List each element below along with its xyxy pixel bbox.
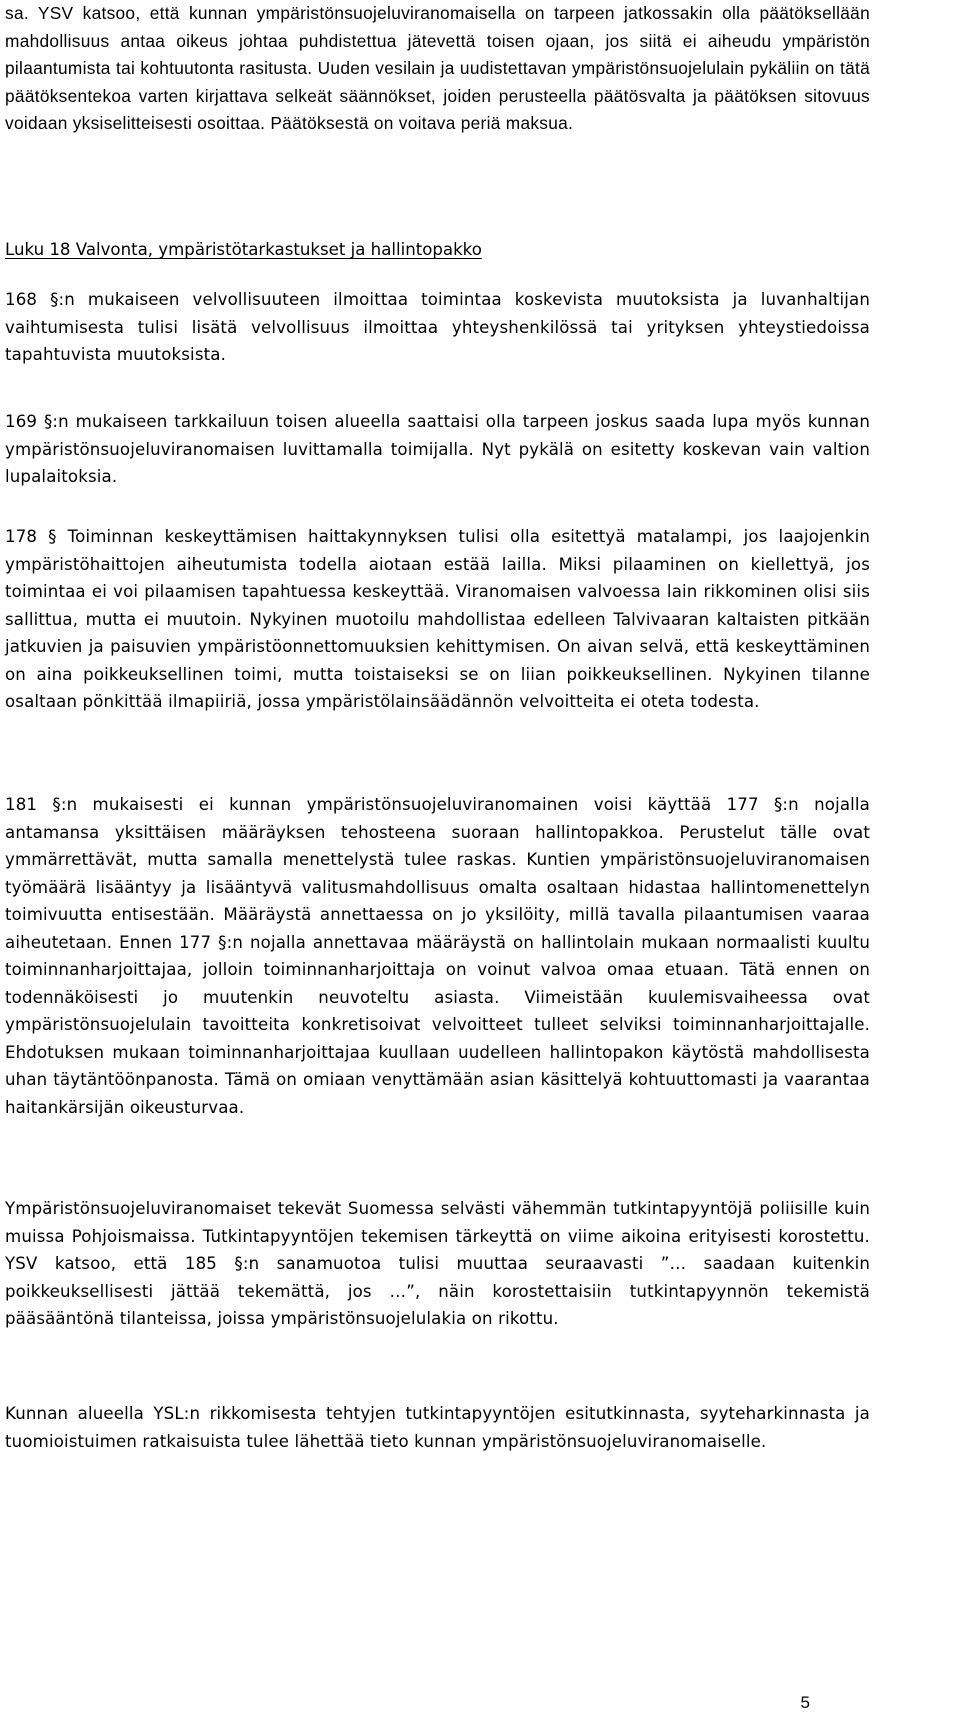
intro-paragraph: sa. YSV katsoo, että kunnan ympäristönsuojeluviranomaisella on tarpeen jatkossakin olla päätöksellään mahdollisuus antaa oikeus johtaa puhdistettua jätevettä toisen ojaan, jos siitä ei aiheudu ympäristön pilaantumista tai kohtuutonta rasitusta. Uuden vesilain ja uudistettavan ympäristönsuojelulain pykäliin on tätä päätöksentekoa varten kirjattava selkeät säännökset, joiden perusteella päätösvalta ja päätöksen sitovuus voidaan yksiselitteisesti osoittaa. Päätöksestä on voitava periä maksua. (5, 3, 870, 133)
paragraph-tutkintapyynnot: Ympäristönsuojeluviranomaiset tekevät Suomessa selvästi vähemmän tutkintapyyntöjä poliisille kuin muissa Pohjoismaissa. Tutkintapyyntöjen tekemisen tärkeyttä on viime aikoina erityisesti korostettu. YSV katsoo, että 185 §:n sanamuotoa tulisi muuttaa seuraavasti ”… saadaan kuitenkin poikkeuksellisesti jättää tekemättä, jos …”, näin korostettaisiin tutkintapyynnön tekemistä pääsääntönä tilanteissa, joissa ympäristönsuojelulakia on rikottu. (5, 1199, 870, 1328)
paragraph-ysl-rikkomiset: Kunnan alueella YSL:n rikkomisesta tehtyjen tutkintapyyntöjen esitutkinnasta, syyteharkinnasta ja tuomioistuimen ratkaisuista tulee lähettää tieto kunnan ympäristönsuojeluviranomaiselle. (5, 1404, 870, 1451)
section-heading: Luku 18 Valvonta, ympäristötarkastukset ja hallintopakko (5, 240, 482, 259)
page-number: 5 (800, 1693, 810, 1712)
paragraph-181: 181 §:n mukaisesti ei kunnan ympäristönsuojeluviranomainen voisi käyttää 177 §:n nojalla antamansa yksittäisen määräyksen tehosteena suoraan hallintopakkoa. Perustelut tälle ovat ymmärrettävät, mutta samalla menettelystä tulee raskas. Kuntien ympäristönsuojeluviranomaisen työmäärä lisääntyy ja lisääntyvä valitusmahdollisuus omalta osaltaan hidastaa hallintomenettelyn toimivuutta entisestään. Määräystä annettaessa on jo yksilöity, millä tavalla pilaantumisen vaaraa aiheutetaan. Ennen 177 §:n nojalla annettavaa määräystä on hallintolain mukaan normaalisti kuultu toiminnanharjoittajaa, jolloin toiminnanharjoittaja on voinut valvoa omaa etuaan. Tätä ennen on todennäköisesti jo muutenkin neuvoteltu asiasta. Viimeistään kuulemisvaiheessa ovat ympäristönsuojelulain tavoitteita konkretisoivat velvoitteet tulleet selviksi toiminnanharjoittajalle. Ehdotuksen mukaan toiminnanharjoittajaa kuullaan uudelleen hallintopakon käytöstä mahdollisesta uhan täytäntöönpanosta. Tämä on omiaan venyttämään asian käsittelyä kohtuuttomasti ja vaarantaa haitankärsijän oikeusturvaa. (5, 795, 870, 1117)
paragraph-169: 169 §:n mukaiseen tarkkailuun toisen alueella saattaisi olla tarpeen joskus saada lupa myös kunnan ympäristönsuojeluviranomaisen luvittamalla toimijalla. Nyt pykälä on esitetty koskevan vain valtion lupalaitoksia. (5, 412, 870, 486)
paragraph-168: 168 §:n mukaiseen velvollisuuteen ilmoittaa toimintaa koskevista muutoksista ja luvanhaltijan vaihtumisesta tulisi lisätä velvollisuus ilmoittaa yhteyshenkilössä tai yrityksen yhteystiedoissa tapahtuvista muutoksista. (5, 290, 870, 364)
paragraph-178: 178 § Toiminnan keskeyttämisen haittakynnyksen tulisi olla esitettyä matalampi, jos laajojenkin ympäristöhaittojen aiheutumista todella aiotaan estää lailla. Miksi pilaaminen on kiellettyä, jos toimintaa ei voi pilaamisen tapahtuessa keskeyttää. Viranomaisen valvoessa lain rikkominen olisi siis sallittua, mutta ei muutoin. Nykyinen muotoilu mahdollistaa edelleen Talvivaaran kaltaisten pitkään jatkuvien ja paisuvien ympäristöonnettomuuksien kehittymisen. On aivan selvä, että keskeyttäminen on aina poikkeuksellinen toimi, mutta toistaiseksi se on liian poikkeuksellinen. Nykyinen tilanne osaltaan pönkittää ilmapiiriä, jossa ympäristölainsäädännön velvoitteita ei oteta todesta. (5, 527, 870, 711)
